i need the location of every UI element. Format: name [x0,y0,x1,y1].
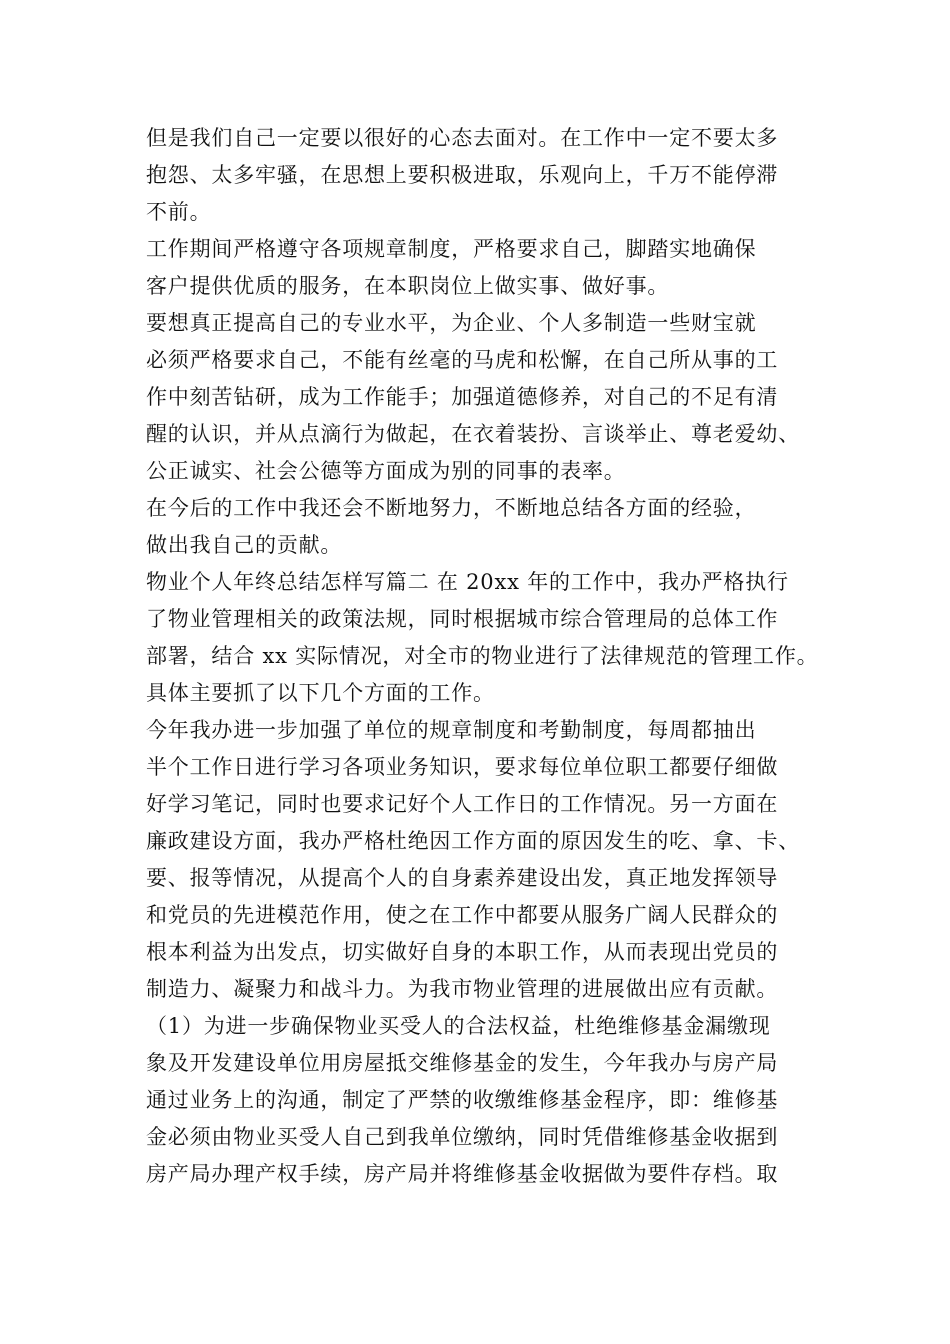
text-line: 部署，结合 xx 实际情况，对全市的物业进行了法律规范的管理工作。 [146,644,819,668]
text-line: 抱怨、太多牢骚，在思想上要积极进取，乐观向上，千万不能停滞 [146,163,779,187]
text-line: 要、报等情况，从提高个人的自身素养建设出发，真正地发挥领导 [146,866,779,890]
text-line: 廉政建设方面，我办严格杜绝因工作方面的原因发生的吃、拿、卡、 [146,829,800,853]
text-line: 物业个人年终总结怎样写篇二 在 20xx 年的工作中，我办严格执行 [146,570,789,594]
text-line: 半个工作日进行学习各项业务知识，要求每位单位职工都要仔细做 [146,755,779,779]
text-line: 通过业务上的沟通，制定了严禁的收缴维修基金程序，即：维修基 [146,1088,779,1112]
text-line: 具体主要抓了以下几个方面的工作。 [146,681,495,705]
text-line: 金必须由物业买受人自己到我单位缴纳，同时凭借维修基金收据到 [146,1125,779,1149]
text-line: 今年我办进一步加强了单位的规章制度和考勤制度，每周都抽出 [146,718,757,742]
text-line: 客户提供优质的服务，在本职岗位上做实事、做好事。 [146,274,670,298]
text-line: 工作期间严格遵守各项规章制度，严格要求自己，脚踏实地确保 [146,237,757,261]
text-line: 要想真正提高自己的专业水平，为企业、个人多制造一些财宝就 [146,311,757,335]
text-line: 必须严格要求自己，不能有丝毫的马虎和松懈，在自己所从事的工 [146,348,779,372]
text-line: 制造力、凝聚力和战斗力。为我市物业管理的进展做出应有贡献。 [146,977,779,1001]
text-line: 作中刻苦钻研，成为工作能手；加强道德修养，对自己的不足有清 [146,385,779,409]
text-line: 了物业管理相关的政策法规，同时根据城市综合管理局的总体工作 [146,607,779,631]
text-line: 好学习笔记，同时也要求记好个人工作日的工作情况。另一方面在 [146,792,779,816]
text-line: 象及开发建设单位用房屋抵交维修基金的发生，今年我办与房产局 [146,1051,779,1075]
text-line: 做出我自己的贡献。 [146,533,343,557]
text-line: 醒的认识，并从点滴行为做起，在衣着装扮、言谈举止、尊老爱幼、 [146,422,800,446]
text-line: 房产局办理产权手续，房产局并将维修基金收据做为要件存档。取 [146,1162,779,1186]
text-line: （1）为进一步确保物业买受人的合法权益，杜绝维修基金漏缴现 [146,1014,771,1038]
text-line: 公正诚实、社会公德等方面成为别的同事的表率。 [146,459,626,483]
text-line: 不前。 [146,200,212,224]
text-line: 和党员的先进模范作用，使之在工作中都要从服务广阔人民群众的 [146,903,779,927]
text-line: 在今后的工作中我还会不断地努力，不断地总结各方面的经验， [146,496,757,520]
text-line: 根本利益为出发点，切实做好自身的本职工作，从而表现出党员的 [146,940,779,964]
text-line: 但是我们自己一定要以很好的心态去面对。在工作中一定不要太多 [146,126,779,150]
